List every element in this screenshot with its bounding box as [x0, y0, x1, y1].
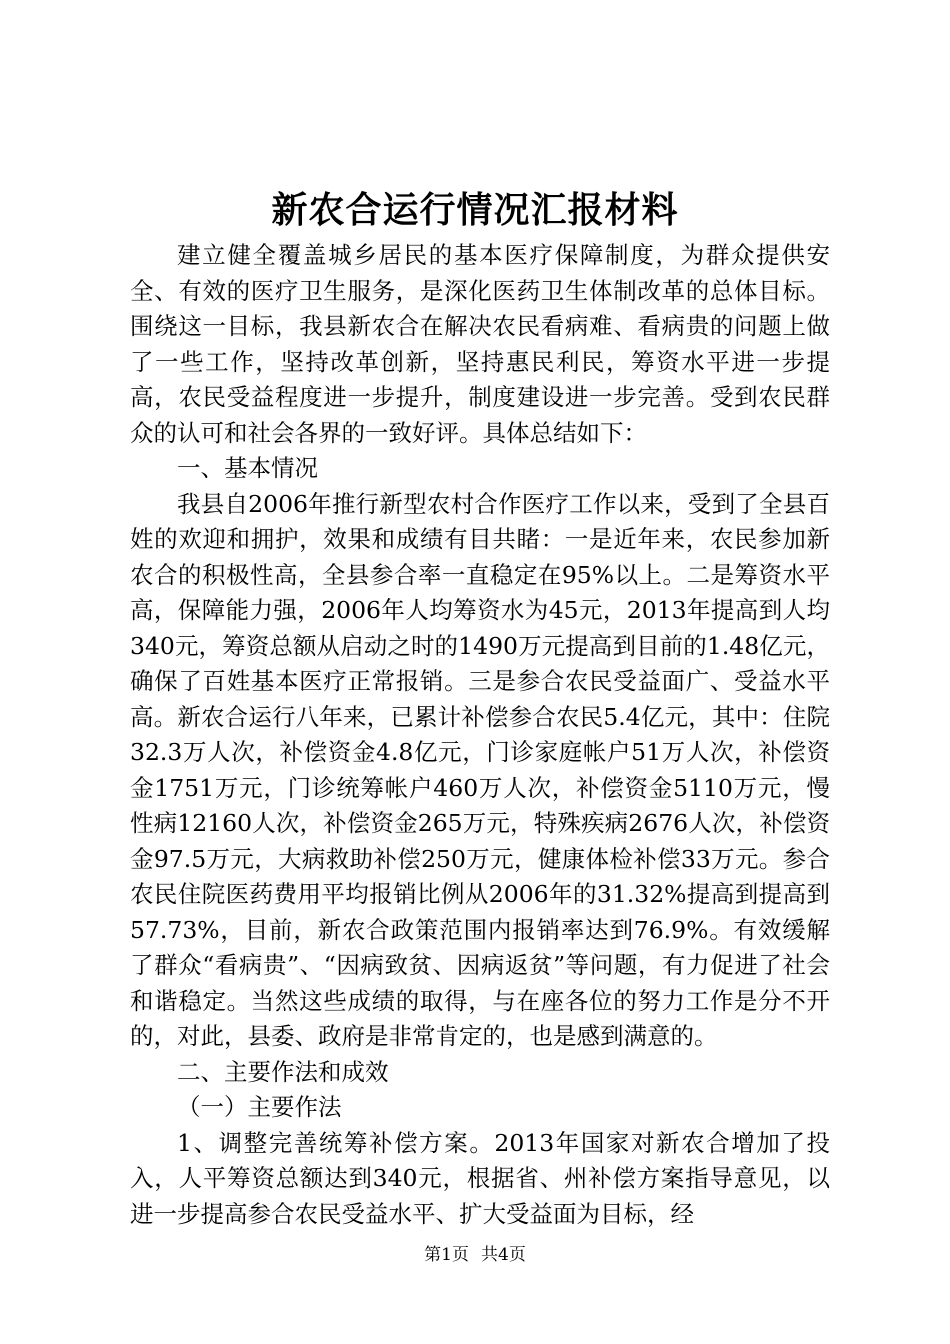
section-heading-methods: 二、主要作法和成效 — [177, 1057, 389, 1086]
page-number: 第1页 — [424, 1245, 469, 1265]
document-title: 新农合运行情况汇报材料 — [271, 189, 679, 231]
page-total: 共4页 — [481, 1245, 526, 1265]
intro-paragraph: 建立健全覆盖城乡居民的基本医疗保障制度，为群众提供安全、有效的医疗卫生服务，是深化医药卫生体制改革的总体目标。围绕这一目标，我县新农合在解决农民看病难、看病贵的问题上做了一些工作，坚持改革创新，坚持惠民利民，筹资水平进一步提高，农民受益程度进一步提升，制度建设进一步完善。受到农民群众的认可和社会各界的一致好评。具体总结如下： — [130, 241, 830, 447]
basic-situation-paragraph: 我县自2006年推行新型农村合作医疗工作以来，受到了全县百姓的欢迎和拥护，效果和成绩有目共睹：一是近年来，农民参加新农合的积极性高，全县参合率一直稳定在95%以上。二是筹资水平高，保障能力强，2006年人均筹资水为45元，2013年提高到人均340元，筹资总额从启动之时的1490万元提高到目前的1.48亿元，确保了百姓基本医疗正常报销。三是参合农民受益面广、受益水平高。新农合运行八年来，已累计补偿参合农民5.4亿元，其中：住院32.3万人次，补偿资金4.8亿元，门诊家庭帐户51万人次，补偿资金1751万元，门诊统筹帐户460万人次，补偿资金5110万元，慢性病12160人次，补偿资金265万元，特殊疾病2676人次，补偿资金97.5万元，大病救助补偿250万元，健康体检补偿33万元。参合农民住院医药费用平均报销比例从2006年的31.32%提高到提高到57.73%，目前，新农合政策范围内报销率达到76.9%。有效缓解了群众“看病贵”、“因病致贫、因病返贫”等问题，有力促进了社会和谐稳定。当然这些成绩的取得，与在座各位的努力工作是分不开的，对此，县委、政府是非常肯定的，也是感到满意的。 — [130, 489, 830, 1050]
subsection-heading-methods: （一）主要作法 — [177, 1093, 342, 1121]
document-body — [130, 238, 830, 1232]
methods-paragraph: 1、调整完善统筹补偿方案。2013年国家对新农合增加了投入，人平筹资总额达到340元，根据省、州补偿方案指导意见，以进一步提高参合农民受益水平、扩大受益面为目标，经 — [130, 1128, 830, 1228]
page-footer — [0, 1244, 950, 1266]
section-heading-basic: 一、基本情况 — [177, 454, 318, 482]
